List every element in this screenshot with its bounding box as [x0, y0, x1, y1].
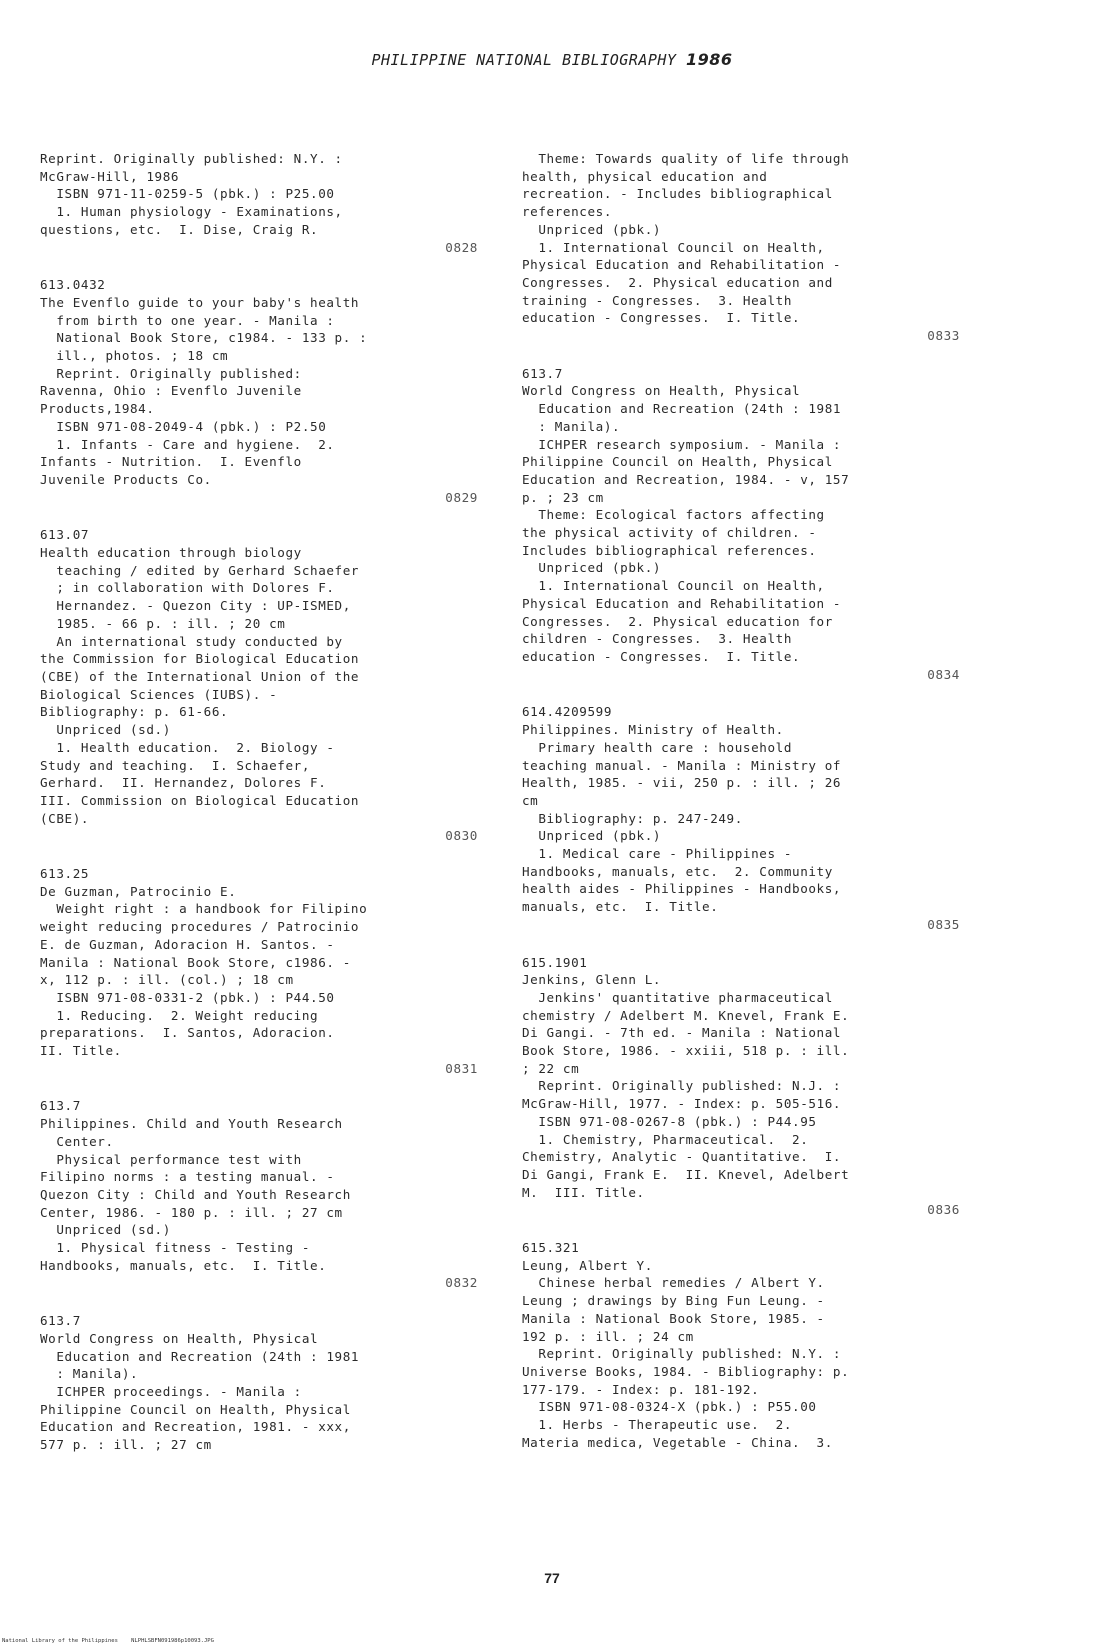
entry-line: x, 112 p. : ill. (col.) ; 18 cm	[40, 972, 294, 988]
page-header	[0, 50, 1104, 69]
entry-line: Study and teaching. I. Schaefer,	[40, 757, 311, 773]
entry-line: Philippines. Child and Youth Research	[40, 1116, 343, 1132]
bibliography-entry	[40, 526, 480, 845]
entry-line: Unpriced (pbk.)	[522, 221, 662, 237]
entry-number: 0829	[445, 489, 478, 505]
entry-line: questions, etc. I. Dise, Craig R.	[40, 221, 319, 237]
entry-line: Center, 1986. - 180 p. : ill. ; 27 cm	[40, 1204, 343, 1220]
entry-line: teaching / edited by Gerhard Schaefer	[40, 562, 360, 578]
entry-number: 0834	[927, 666, 960, 682]
entry-line: Leung ; drawings by Bing Fun Leung. -	[522, 1293, 825, 1309]
entry-line: Book Store, 1986. - xxiii, 518 p. : ill.	[522, 1043, 850, 1059]
bibliography-entry	[40, 150, 480, 256]
entry-line: Bibliography: p. 247-249.	[522, 810, 743, 826]
entry-line: cm	[522, 792, 539, 808]
entry-line: health aides - Philippines - Handbooks,	[522, 881, 842, 897]
entry-line: weight reducing procedures / Patrocinio	[40, 919, 360, 935]
entry-line: Congresses. 2. Physical education for	[522, 613, 833, 629]
entry-line: Philippines. Ministry of Health.	[522, 722, 784, 738]
entry-line: 1. Physical fitness - Testing -	[40, 1240, 311, 1256]
entry-line: World Congress on Health, Physical	[522, 383, 801, 399]
entry-line: 1985. - 66 p. : ill. ; 20 cm	[40, 615, 286, 631]
entry-line: Includes bibliographical references.	[522, 542, 817, 558]
bibliography-entry	[522, 365, 962, 684]
entry-line: preparations. I. Santos, Adoracion.	[40, 1025, 335, 1041]
entry-line: Physical performance test with	[40, 1151, 302, 1167]
entry-line: De Guzman, Patrocinio E.	[40, 883, 237, 899]
entry-line: Reprint. Originally published: N.Y. :	[522, 1346, 842, 1362]
entry-line: ICHPER research symposium. - Manila :	[522, 436, 842, 452]
bibliography-entry	[522, 703, 962, 933]
entry-line: Biological Sciences (IUBS). -	[40, 686, 278, 702]
entry-line: ISBN 971-08-2049-4 (pbk.) : P2.50	[40, 418, 327, 434]
bibliography-entry	[40, 865, 480, 1077]
entry-line: Hernandez. - Quezon City : UP-ISMED,	[40, 598, 351, 614]
entry-line: training - Congresses. 3. Health	[522, 292, 793, 308]
entry-line: ISBN 971-08-0267-8 (pbk.) : P44.95	[522, 1113, 817, 1129]
entry-line: Education and Recreation, 1984. - v, 157	[522, 471, 850, 487]
entry-number: 0836	[927, 1202, 960, 1218]
entry-line: Filipino norms : a testing manual. -	[40, 1169, 335, 1185]
entry-first-line: Reprint. Originally published: N.Y. :	[40, 151, 343, 166]
entry-line: National Book Store, c1984. - 133 p. :	[40, 330, 368, 346]
entry-line: p. ; 23 cm	[522, 489, 604, 505]
entry-line: Center.	[40, 1133, 114, 1149]
right-column	[522, 150, 962, 1472]
entry-line: the Commission for Biological Education	[40, 651, 360, 667]
entry-line: Chemistry, Analytic - Quantitative. I.	[522, 1149, 842, 1165]
entry-line: 1. Chemistry, Pharmaceutical. 2.	[522, 1131, 809, 1147]
entry-line: McGraw-Hill, 1986	[40, 168, 180, 184]
entry-line: Education and Recreation (24th : 1981	[522, 401, 842, 417]
entry-line: Handbooks, manuals, etc. I. Title.	[40, 1257, 327, 1273]
entry-line: McGraw-Hill, 1977. - Index: p. 505-516.	[522, 1096, 842, 1112]
bibliography-year: 1986	[685, 50, 733, 69]
scan-footer: National Library of the Philippines NLPHLSBFN091986p10093.JPG	[2, 1638, 214, 1644]
entry-line: ICHPER proceedings. - Manila :	[40, 1384, 302, 1399]
entry-line: Philippine Council on Health, Physical	[522, 454, 833, 470]
entry-line: the physical activity of children. -	[522, 525, 817, 541]
entry-line: 1. Medical care - Philippines -	[522, 846, 793, 862]
entry-line: 1. Infants - Care and hygiene. 2.	[40, 436, 335, 452]
bibliography-entry	[40, 1312, 480, 1454]
entry-line: 177-179. - Index: p. 181-192.	[522, 1381, 760, 1397]
entry-first-line: 613.07	[40, 527, 90, 543]
entry-line: health, physical education and	[522, 168, 768, 184]
entry-line: E. de Guzman, Adoracion H. Santos. -	[40, 936, 335, 952]
entry-line: Unpriced (sd.)	[40, 722, 171, 738]
entry-line: (CBE) of the International Union of the	[40, 668, 360, 684]
entry-line: The Evenflo guide to your baby's health	[40, 294, 360, 310]
entry-line: ISBN 971-08-0331-2 (pbk.) : P44.50	[40, 989, 335, 1005]
bibliography-entry	[522, 1239, 962, 1451]
entry-line: Quezon City : Child and Youth Research	[40, 1186, 351, 1202]
entry-line: M. III. Title.	[522, 1184, 645, 1200]
entry-first-line: 613.7	[40, 1098, 81, 1114]
entry-line: Health, 1985. - vii, 250 p. : ill. ; 26	[522, 775, 842, 791]
entry-line: Materia medica, Vegetable - China. 3.	[522, 1434, 833, 1450]
entry-line: 1. Human physiology - Examinations,	[40, 204, 343, 220]
entry-line: : Manila).	[522, 418, 621, 434]
entry-line: Physical Education and Rehabilitation -	[522, 595, 842, 611]
entry-first-line: 613.7	[40, 1313, 81, 1329]
entry-line: Education and Recreation (24th : 1981	[40, 1348, 360, 1364]
entry-line: Physical Education and Rehabilitation -	[522, 257, 842, 273]
entry-line: from birth to one year. - Manila :	[40, 312, 335, 328]
entry-line: manuals, etc. I. Title.	[522, 899, 719, 915]
entry-line: Theme: Ecological factors affecting	[522, 507, 825, 523]
entry-line: Universe Books, 1984. - Bibliography: p.	[522, 1364, 850, 1379]
entry-line: Health education through biology	[40, 545, 302, 561]
entry-line: ; 22 cm	[522, 1060, 580, 1076]
entry-first-line: 614.4209599	[522, 704, 613, 720]
entry-line: Di Gangi, Frank E. II. Knevel, Adelbert	[522, 1166, 850, 1182]
entry-first-line: 613.7	[522, 365, 563, 381]
bibliography-entry	[522, 954, 962, 1220]
entry-line: 1. International Council on Health,	[522, 239, 825, 255]
entry-number: 0830	[445, 828, 478, 844]
page-number: 77	[544, 1570, 560, 1586]
entry-line: Primary health care : household	[522, 739, 793, 755]
entry-line: Unpriced (pbk.)	[522, 828, 662, 844]
bibliography-entry	[40, 276, 480, 506]
entry-line: Manila : National Book Store, c1986. -	[40, 954, 351, 970]
entry-first-line: 613.0432	[40, 277, 106, 293]
entry-number: 0833	[927, 328, 960, 344]
entry-line: Bibliography: p. 61-66.	[40, 704, 229, 720]
entry-line: Unpriced (pbk.)	[522, 560, 662, 576]
entry-first-line: 613.25	[40, 866, 90, 882]
entry-line: children - Congresses. 3. Health	[522, 631, 793, 647]
entry-line: An international study conducted by	[40, 633, 343, 649]
entry-line: Chinese herbal remedies / Albert Y.	[522, 1275, 825, 1291]
entry-line: Reprint. Originally published:	[40, 365, 302, 381]
entry-number: 0828	[445, 239, 478, 255]
entry-first-line: 615.321	[522, 1240, 580, 1256]
entry-number: 0835	[927, 916, 960, 932]
entry-line: World Congress on Health, Physical	[40, 1330, 319, 1346]
entry-line: 1. Health education. 2. Biology -	[40, 739, 335, 755]
bibliography-title: PHILIPPINE NATIONAL BIBLIOGRAPHY	[371, 51, 677, 69]
entry-line: Weight right : a handbook for Filipino	[40, 901, 368, 917]
entry-line: education - Congresses. I. Title.	[522, 648, 801, 664]
entry-line: Manila : National Book Store, 1985. -	[522, 1310, 825, 1326]
entry-line: Products,1984.	[40, 401, 155, 417]
entry-line: Juvenile Products Co.	[40, 471, 212, 487]
entry-line: (CBE).	[40, 810, 90, 826]
entry-line: Gerhard. II. Hernandez, Dolores F.	[40, 775, 327, 791]
entry-line: recreation. - Includes bibliographical	[522, 186, 833, 202]
entry-line: 1. International Council on Health,	[522, 578, 825, 594]
entry-line: Philippine Council on Health, Physical	[40, 1401, 351, 1417]
entry-line: 1. Herbs - Therapeutic use. 2.	[522, 1417, 793, 1433]
entry-line: ISBN 971-08-0324-X (pbk.) : P55.00	[522, 1399, 817, 1415]
entry-line: ill., photos. ; 18 cm	[40, 348, 229, 364]
bibliography-entry	[522, 150, 962, 345]
entry-line: Leung, Albert Y.	[522, 1257, 653, 1273]
entry-line: III. Commission on Biological Education	[40, 792, 360, 808]
left-column	[40, 150, 480, 1474]
entry-line: Handbooks, manuals, etc. 2. Community	[522, 863, 833, 879]
entry-line: Jenkins, Glenn L.	[522, 972, 662, 988]
entry-line: 192 p. : ill. ; 24 cm	[522, 1328, 694, 1344]
entry-number: 0832	[445, 1275, 478, 1291]
entry-first-line: Theme: Towards quality of life through	[522, 151, 850, 166]
entry-line: Jenkins' quantitative pharmaceutical	[522, 989, 833, 1005]
bibliography-entry	[40, 1097, 480, 1292]
entry-first-line: 615.1901	[522, 954, 588, 970]
entry-line: education - Congresses. I. Title.	[522, 310, 801, 326]
entry-line: Ravenna, Ohio : Evenflo Juvenile	[40, 383, 302, 399]
entry-line: chemistry / Adelbert M. Knevel, Frank E.	[522, 1007, 850, 1023]
entry-line: 1. Reducing. 2. Weight reducing	[40, 1007, 319, 1023]
entry-number: 0831	[445, 1060, 478, 1076]
entry-line: : Manila).	[40, 1366, 139, 1382]
entry-line: Di Gangi. - 7th ed. - Manila : National	[522, 1025, 842, 1041]
entry-line: Reprint. Originally published: N.J. :	[522, 1078, 842, 1094]
entry-line: ISBN 971-11-0259-5 (pbk.) : P25.00	[40, 186, 335, 202]
entry-line: Unpriced (sd.)	[40, 1222, 171, 1238]
entry-line: II. Title.	[40, 1043, 122, 1059]
entry-line: Education and Recreation, 1981. - xxx,	[40, 1419, 351, 1435]
entry-line: references.	[522, 204, 613, 220]
entry-line: 577 p. : ill. ; 27 cm	[40, 1437, 212, 1453]
entry-line: Congresses. 2. Physical education and	[522, 274, 833, 290]
entry-line: ; in collaboration with Dolores F.	[40, 580, 335, 596]
entry-line: teaching manual. - Manila : Ministry of	[522, 757, 842, 773]
entry-line: Infants - Nutrition. I. Evenflo	[40, 454, 302, 470]
